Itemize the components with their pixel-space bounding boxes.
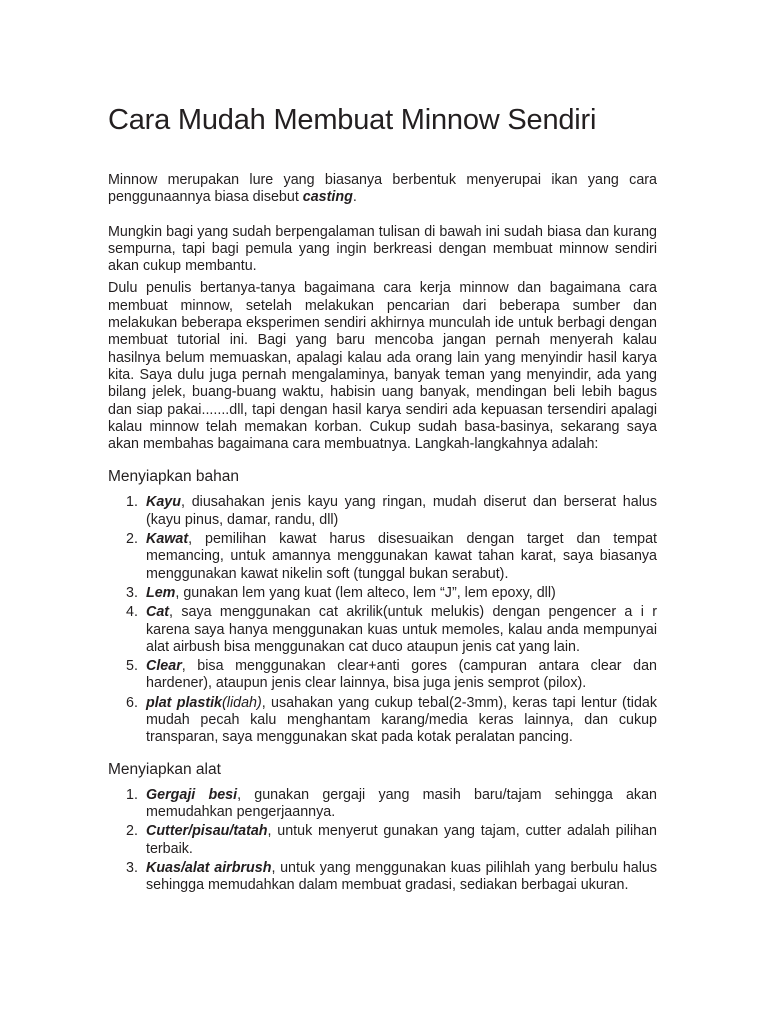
item-term: Cutter/pisau/tatah [146, 823, 268, 840]
intro-text: Minnow merupakan lure yang biasanya berbentuk menyerupai ikan yang cara penggunaannya biasa disebut [108, 172, 657, 206]
item-text: , pemilihan kawat harus disesuaikan dengan target dan tempat memancing, untuk amannya menggunakan kawat tahan karat, saya biasanya menggunakan kawat nikelin soft (tunggal bukan serabut). [146, 531, 657, 582]
item-term: Kayu [146, 494, 181, 511]
item-term: Gergaji besi [146, 786, 238, 803]
item-number: 4. [126, 604, 138, 621]
item-term: plat plastik [146, 694, 223, 711]
item-text: , bisa menggunakan clear+anti gores (campuran antara clear dan hardener), ataupun jenis clear lainnya, bisa juga jenis semprot (pilox). [146, 658, 657, 692]
article-body [108, 172, 657, 896]
item-text: , diusahakan jenis kayu yang ringan, mudah diserut dan berserat halus (kayu pinus, damar, randu, dll) [146, 494, 657, 528]
list-item [108, 787, 657, 822]
item-number: 1. [126, 494, 138, 511]
item-text: , untuk yang menggunakan kuas pilihlah yang berbulu halus sehingga memudahkan dalam membuat gradasi, sediakan berbagai ukuran. [146, 859, 657, 894]
item-term: Kawat [146, 531, 189, 548]
section-heading-alat: Menyiapkan alat [108, 760, 221, 778]
item-number: 3. [126, 859, 138, 876]
list-item [108, 531, 657, 583]
intro-paragraph-1 [108, 172, 657, 207]
intro-paragraph-2: Mungkin bagi yang sudah berpengalaman tulisan di bawah ini sudah biasa dan kurang sempurna, tapi bagi pemula yang ingin berkreasi dengan membuat minnow sendiri akan cukup membantu. [108, 223, 657, 275]
page-title: Cara Mudah Membuat Minnow Sendiri [108, 104, 597, 136]
item-number: 5. [126, 658, 138, 675]
item-number: 2. [126, 531, 138, 548]
item-number: 2. [126, 823, 138, 840]
item-text: , gunakan lem yang kuat (lem alteco, lem “J”, lem epoxy, dll) [175, 584, 556, 601]
list-item [108, 494, 657, 529]
section-heading-bahan: Menyiapkan bahan [108, 468, 239, 486]
casting-term: casting [302, 189, 353, 206]
intro-period: . [352, 189, 357, 206]
item-term: Cat [146, 604, 170, 621]
item-term: Kuas/alat airbrush [146, 859, 272, 876]
alat-list [108, 787, 657, 895]
list-item [108, 860, 657, 895]
item-term: Lem [146, 584, 176, 601]
item-number: 6. [126, 694, 138, 711]
bahan-list [108, 494, 657, 746]
list-item [108, 585, 657, 602]
item-number: 3. [126, 584, 138, 601]
intro-paragraph-3: Dulu penulis bertanya-tanya bagaimana cara kerja minnow dan bagaimana cara membuat minnow, setelah melakukan pencarian dari beberapa sumber dan melakukan beberapa eksperimen sendiri akhirnya munculah ide untuk berbagi dengan membuat tutorial ini. Bagi yang baru mencoba jangan pernah menyerah kalau hasilnya belum memuaskan, apalagi kalau ada orang lain yang menyindir hasil karya kita. Saya dulu juga pernah mengalaminya, banyak teman yang menyindir, ada yang bilang jelek, buang-buang waktu, habisin uang banyak, mendingan beli lebih bagus dan siap pakai.......dll, tapi dengan hasil karya sendiri ada kepuasan tersendiri apalagi kalau minnow telah memakan korban. Cukup sudah basa-basinya, sekarang saya akan membahas bagaimana cara membuatnya. Langkah-langkahnya adalah: [108, 280, 657, 453]
list-item [108, 695, 657, 747]
item-text: , gunakan gergaji yang masih baru/tajam sehingga akan memudahkan pengerjaannya. [146, 786, 657, 820]
item-text: , usahakan yang cukup tebal(2-3mm), keras tapi lentur (tidak mudah pecah kalu menghantam karang/media keras lainnya, dan cukup transparan, saya menggunakan skat pada kotak peralatan pancing. [146, 694, 657, 746]
item-number: 1. [126, 786, 138, 803]
list-item [108, 604, 657, 656]
item-text: , saya menggunakan cat akrilik(untuk melukis) dengan pengencer a i r karena saya hanya menggunakan kuas untuk memoles, kalau anda mempunyai alat airbush bisa menggunakan cat duco ataupun jenis cat yang lain. [146, 604, 657, 655]
item-term: Clear [146, 658, 182, 675]
item-text: , untuk menyerut gunakan yang tajam, cutter adalah pilihan terbaik. [146, 823, 657, 857]
item-note: (lidah) [222, 694, 262, 711]
list-item [108, 658, 657, 693]
list-item [108, 823, 657, 858]
